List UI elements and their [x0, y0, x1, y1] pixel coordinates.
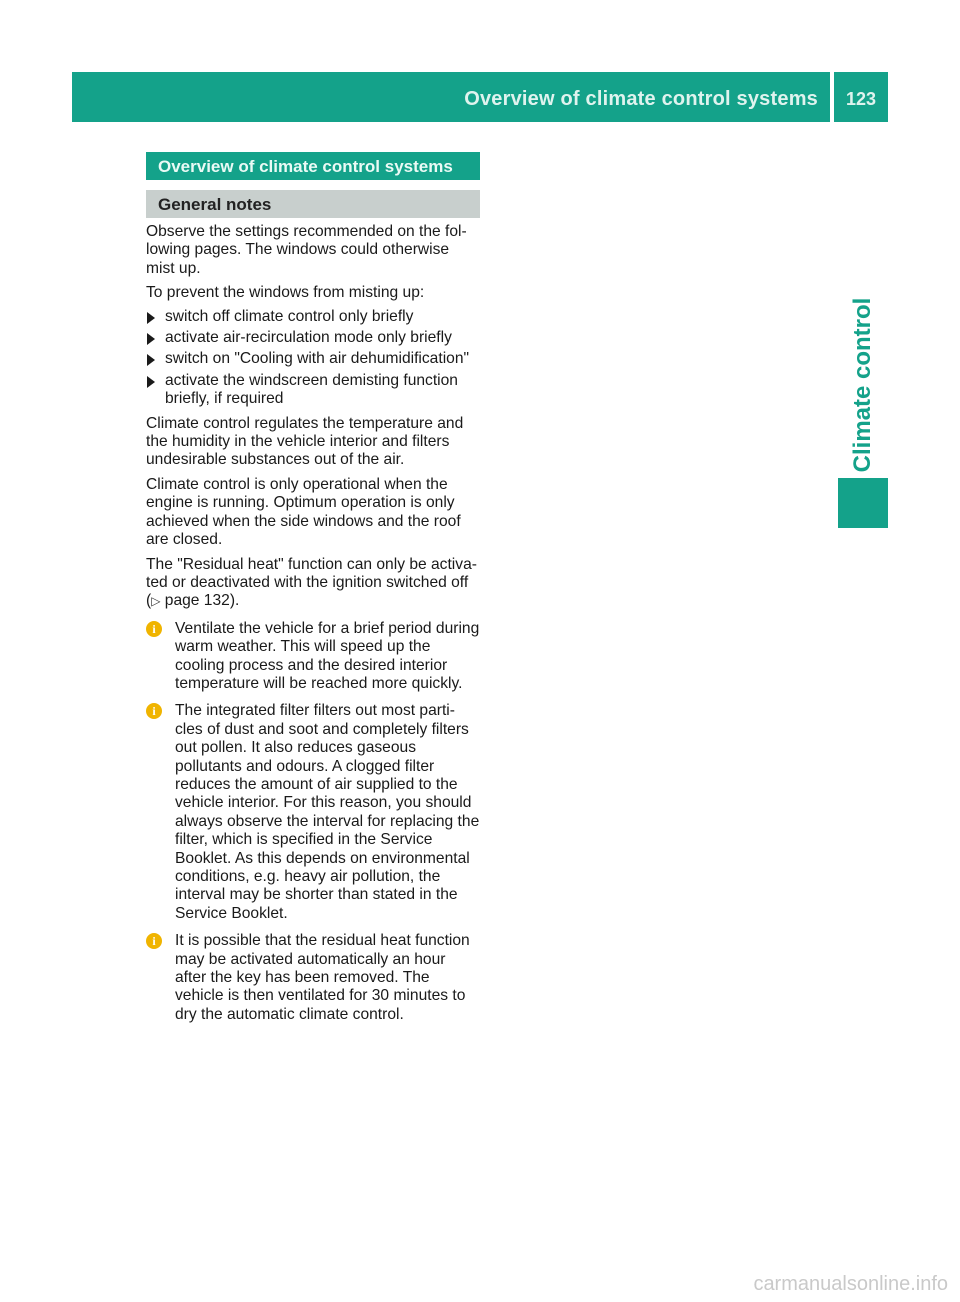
paragraph-residual-heat	[146, 556, 480, 611]
list-item-text: switch off climate control only briefly	[165, 307, 414, 325]
triangle-bullet-icon	[147, 376, 155, 388]
subsection-title: General notes	[146, 190, 480, 218]
note-text: Ventilate the vehicle for a brief period during warm weather. This will speed up the cooling process and the desired interior temperature will be reached more quickly.	[175, 619, 480, 692]
note-residual-heat-auto	[146, 932, 480, 1024]
page-reference-link[interactable]: page 132).	[164, 592, 240, 610]
list-item-text: activate air-recirculation mode only briefly	[165, 329, 452, 347]
page-header	[72, 72, 888, 122]
section-title: Overview of climate control systems	[146, 152, 480, 180]
triangle-bullet-icon	[147, 333, 155, 345]
paragraph-operational-conditions: Climate control is only operational when the engine is running. Optimum operation is only achieved when the side windows and the roof are closed.	[146, 475, 461, 549]
content-column	[146, 152, 480, 1024]
xref-open-paren: (	[146, 592, 152, 610]
note-ventilate	[146, 620, 480, 694]
watermark: carmanualsonline.info	[753, 1273, 948, 1295]
list-item	[146, 329, 480, 347]
info-icon: i	[146, 933, 162, 949]
triangle-bullet-icon	[147, 312, 155, 324]
note-filter	[146, 702, 480, 923]
paragraph-prevent-misting: To prevent the windows from misting up:	[146, 284, 425, 302]
info-icon: i	[146, 621, 162, 637]
residual-heat-text: The "Residual heat" function can only be activa-ted or deactivated with the ignition switched off	[146, 555, 477, 591]
list-item-text: switch on "Cooling with air dehumidification"	[165, 350, 470, 368]
misting-bullet-list	[146, 308, 480, 409]
note-text: It is possible that the residual heat function may be activated automatically an hour after the key has been removed. The vehicle is then ventilated for 30 minutes to dry the automatic climate control.	[175, 932, 470, 1023]
list-item	[146, 308, 480, 326]
page-reference-arrow-icon: ▷	[151, 594, 161, 609]
page-number: 123	[845, 89, 877, 109]
chapter-label: Climate control	[849, 297, 876, 473]
paragraph-settings: Observe the settings recommended on the fol-lowing pages. The windows could otherwise mist up.	[146, 223, 467, 277]
info-icon: i	[146, 703, 162, 719]
triangle-bullet-icon	[147, 354, 155, 366]
note-text: The integrated filter filters out most parti-cles of dust and soot and completely filters out pollen. It also reduces gaseous pollutants and odours. A clogged filter reduces the amount of air supplied to the vehicle interior. For this reason, you should always observe the interval for replacing the filter, which is specified in the Service Booklet. As this depends on environmental conditions, e.g. heavy air pollution, the interval may be shorter than stated in the Service Booklet.	[175, 702, 480, 922]
paragraph-climate-control-function: Climate control regulates the temperature and the humidity in the vehicle interior and filters undesirable substances out of the air.	[146, 414, 464, 469]
chapter-side-tab	[838, 290, 888, 480]
list-item	[146, 372, 480, 409]
list-item	[146, 350, 480, 368]
header-title: Overview of climate control systems	[464, 88, 818, 110]
chapter-marker-block	[838, 478, 888, 528]
list-item-text: activate the windscreen demisting function briefly, if required	[165, 371, 458, 408]
